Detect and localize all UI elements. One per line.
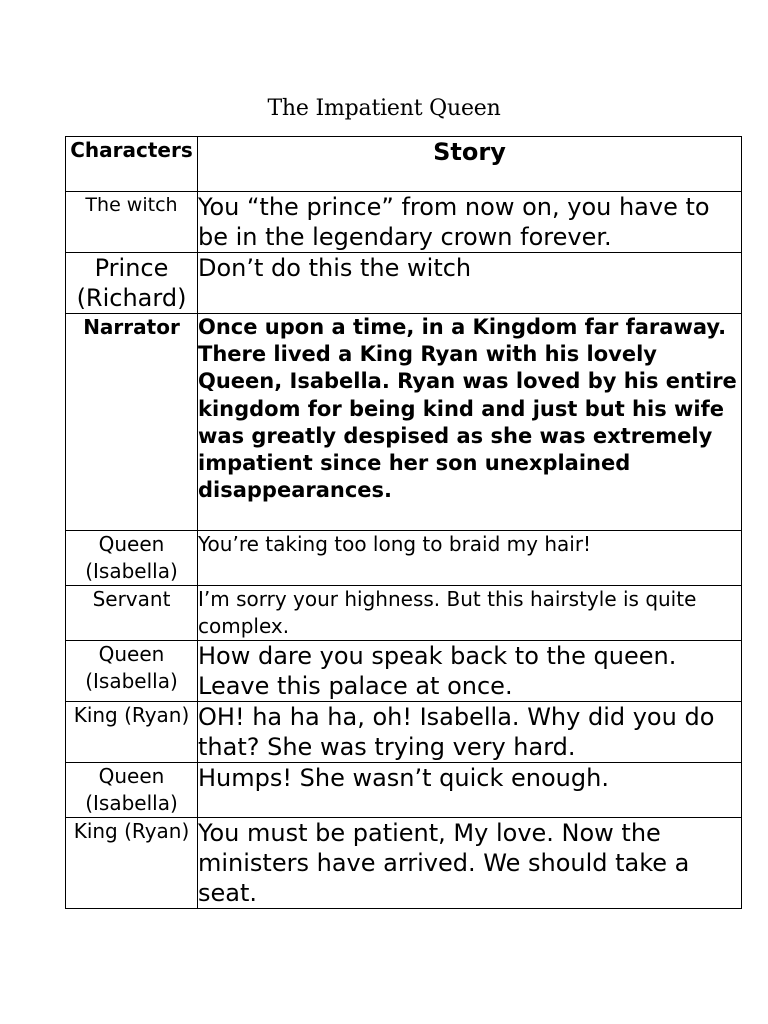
character-cell: The witch xyxy=(66,192,198,253)
story-cell: Don’t do this the witch xyxy=(198,253,742,314)
story-column-header: Story xyxy=(198,137,742,192)
table-row xyxy=(66,586,742,641)
story-cell: You’re taking too long to braid my hair! xyxy=(198,531,742,586)
character-cell: Servant xyxy=(66,586,198,641)
table-row xyxy=(66,253,742,314)
story-cell: Humps! She wasn’t quick enough. xyxy=(198,763,742,818)
table-header-row xyxy=(66,137,742,192)
table-row xyxy=(66,818,742,909)
character-cell: Narrator xyxy=(66,314,198,531)
character-cell: King (Ryan) xyxy=(66,818,198,909)
table-row xyxy=(66,641,742,702)
table-row xyxy=(66,192,742,253)
story-cell: How dare you speak back to the queen. Leave this palace at once. xyxy=(198,641,742,702)
story-cell: I’m sorry your highness. But this hairstyle is quite complex. xyxy=(198,586,742,641)
story-cell: You “the prince” from now on, you have to be in the legendary crown forever. xyxy=(198,192,742,253)
character-cell: King (Ryan) xyxy=(66,702,198,763)
characters-column-header: Characters xyxy=(66,137,198,192)
story-cell: OH! ha ha ha, oh! Isabella. Why did you do that? She was trying very hard. xyxy=(198,702,742,763)
document-title: The Impatient Queen xyxy=(267,96,501,121)
script-table xyxy=(65,136,742,909)
character-cell: Queen (Isabella) xyxy=(66,763,198,818)
table-row xyxy=(66,763,742,818)
table-row xyxy=(66,531,742,586)
character-cell: Queen (Isabella) xyxy=(66,641,198,702)
table-row xyxy=(66,702,742,763)
character-cell: Prince (Richard) xyxy=(66,253,198,314)
character-cell: Queen (Isabella) xyxy=(66,531,198,586)
table-row xyxy=(66,314,742,531)
story-cell: You must be patient, My love. Now the ministers have arrived. We should take a seat. xyxy=(198,818,742,909)
story-cell: Once upon a time, in a Kingdom far faraway. There lived a King Ryan with his lovely Queen, Isabella. Ryan was loved by his entire kingdom for being kind and just but his wife was greatly despised as she was extremely impatient since her son unexplained disappearances. xyxy=(198,314,742,531)
